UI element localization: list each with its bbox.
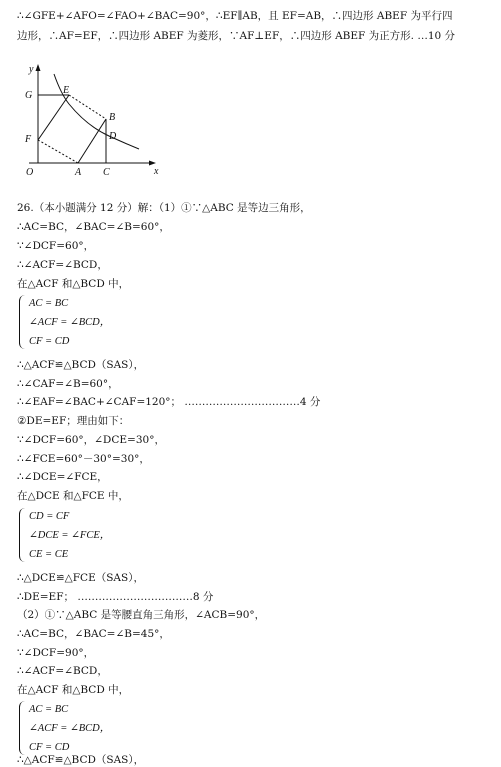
q26-line-20: 在△ACF 和△BCD 中， [17, 684, 130, 696]
q26-line-02: ∴AC=BC，∠BAC=∠B=60°， [17, 221, 170, 233]
intro-line-2: 边形，∴AF=EF，∴四边形 ABEF 为菱形，∵AF⊥EF，∴四边形 ABEF 为正方形. …10 分 [17, 30, 456, 42]
segment-FA [38, 140, 78, 163]
label-E: E [63, 85, 70, 96]
system1-eq-2: ∠ACF = ∠BCD， [29, 317, 111, 328]
system3-eq-1: AC = BC [29, 704, 69, 715]
system-brace-3 [19, 701, 27, 755]
q26-line-21: ∴△ACF≌△BCD（SAS）， [17, 754, 145, 766]
q26-line-16: （2）①∵△ABC 是等腰直角三角形，∠ACB=90°， [17, 609, 266, 621]
q26-line-13: 在△DCE 和△FCE 中， [17, 490, 129, 502]
system-brace-2 [19, 508, 27, 562]
q26-line-11: ∴∠FCE=60°－30°=30°， [17, 453, 150, 465]
label-x: x [154, 166, 159, 177]
q26-line-19: ∴∠ACF=∠BCD， [17, 665, 108, 677]
q26-line-12: ∴∠DCE=∠FCE， [17, 471, 108, 483]
q26-line-10: ∵∠DCF=60°，∠DCE=30°， [17, 434, 165, 446]
label-G: G [25, 90, 33, 101]
q26-line-09: ②DE=EF；理由如下： [17, 415, 130, 427]
system1-eq-3: CF = CD [29, 336, 70, 347]
q26-line-01: 26.（本小题满分 12 分）解：（1）①∵△ABC 是等边三角形， [17, 202, 311, 214]
q26-line-14: ∴△DCE≌△FCE（SAS）， [17, 572, 144, 584]
label-F: F [25, 134, 32, 145]
system3-eq-3: CF = CD [29, 742, 70, 753]
label-B: B [109, 112, 116, 123]
q26-line-15: ∴DE=EF； ……………………………8 分 [17, 591, 214, 603]
q26-line-04: ∴∠ACF=∠BCD， [17, 259, 108, 271]
q26-line-18: ∵∠DCF=90°， [17, 647, 95, 659]
system1-eq-1: AC = BC [29, 298, 69, 309]
segment-EF [38, 95, 69, 140]
q26-line-07: ∴∠CAF=∠B=60°， [17, 378, 119, 390]
geometry-figure [17, 60, 167, 185]
system2-eq-1: CD = CF [29, 511, 70, 522]
system3-eq-2: ∠ACF = ∠BCD， [29, 723, 111, 734]
label-A: A [75, 167, 82, 178]
system-brace-1 [19, 295, 27, 349]
q26-line-17: ∴AC=BC，∠BAC=∠B=45°， [17, 628, 170, 640]
x-axis-arrow [149, 161, 156, 166]
label-D: D [109, 131, 117, 142]
y-axis-arrow [36, 64, 41, 71]
q26-line-08: ∴∠EAF=∠BAC+∠CAF=120°； ……………………………4 分 [17, 396, 321, 408]
label-C: C [103, 167, 110, 178]
q26-line-06: ∴△ACF≌△BCD（SAS）， [17, 359, 145, 371]
q26-line-05: 在△ACF 和△BCD 中， [17, 278, 130, 290]
intro-line-1: ∴∠GFE+∠AFO=∠FAO+∠BAC=90°，∴EF∥AB，且 EF=AB，∴四边形 ABEF 为平行四 [17, 10, 453, 22]
label-O: O [26, 167, 34, 178]
q26-line-03: ∵∠DCF=60°， [17, 240, 95, 252]
system2-eq-3: CE = CE [29, 549, 69, 560]
segment-EB [69, 95, 106, 119]
system2-eq-2: ∠DCE = ∠FCE， [29, 530, 111, 541]
label-y: y [29, 64, 34, 75]
